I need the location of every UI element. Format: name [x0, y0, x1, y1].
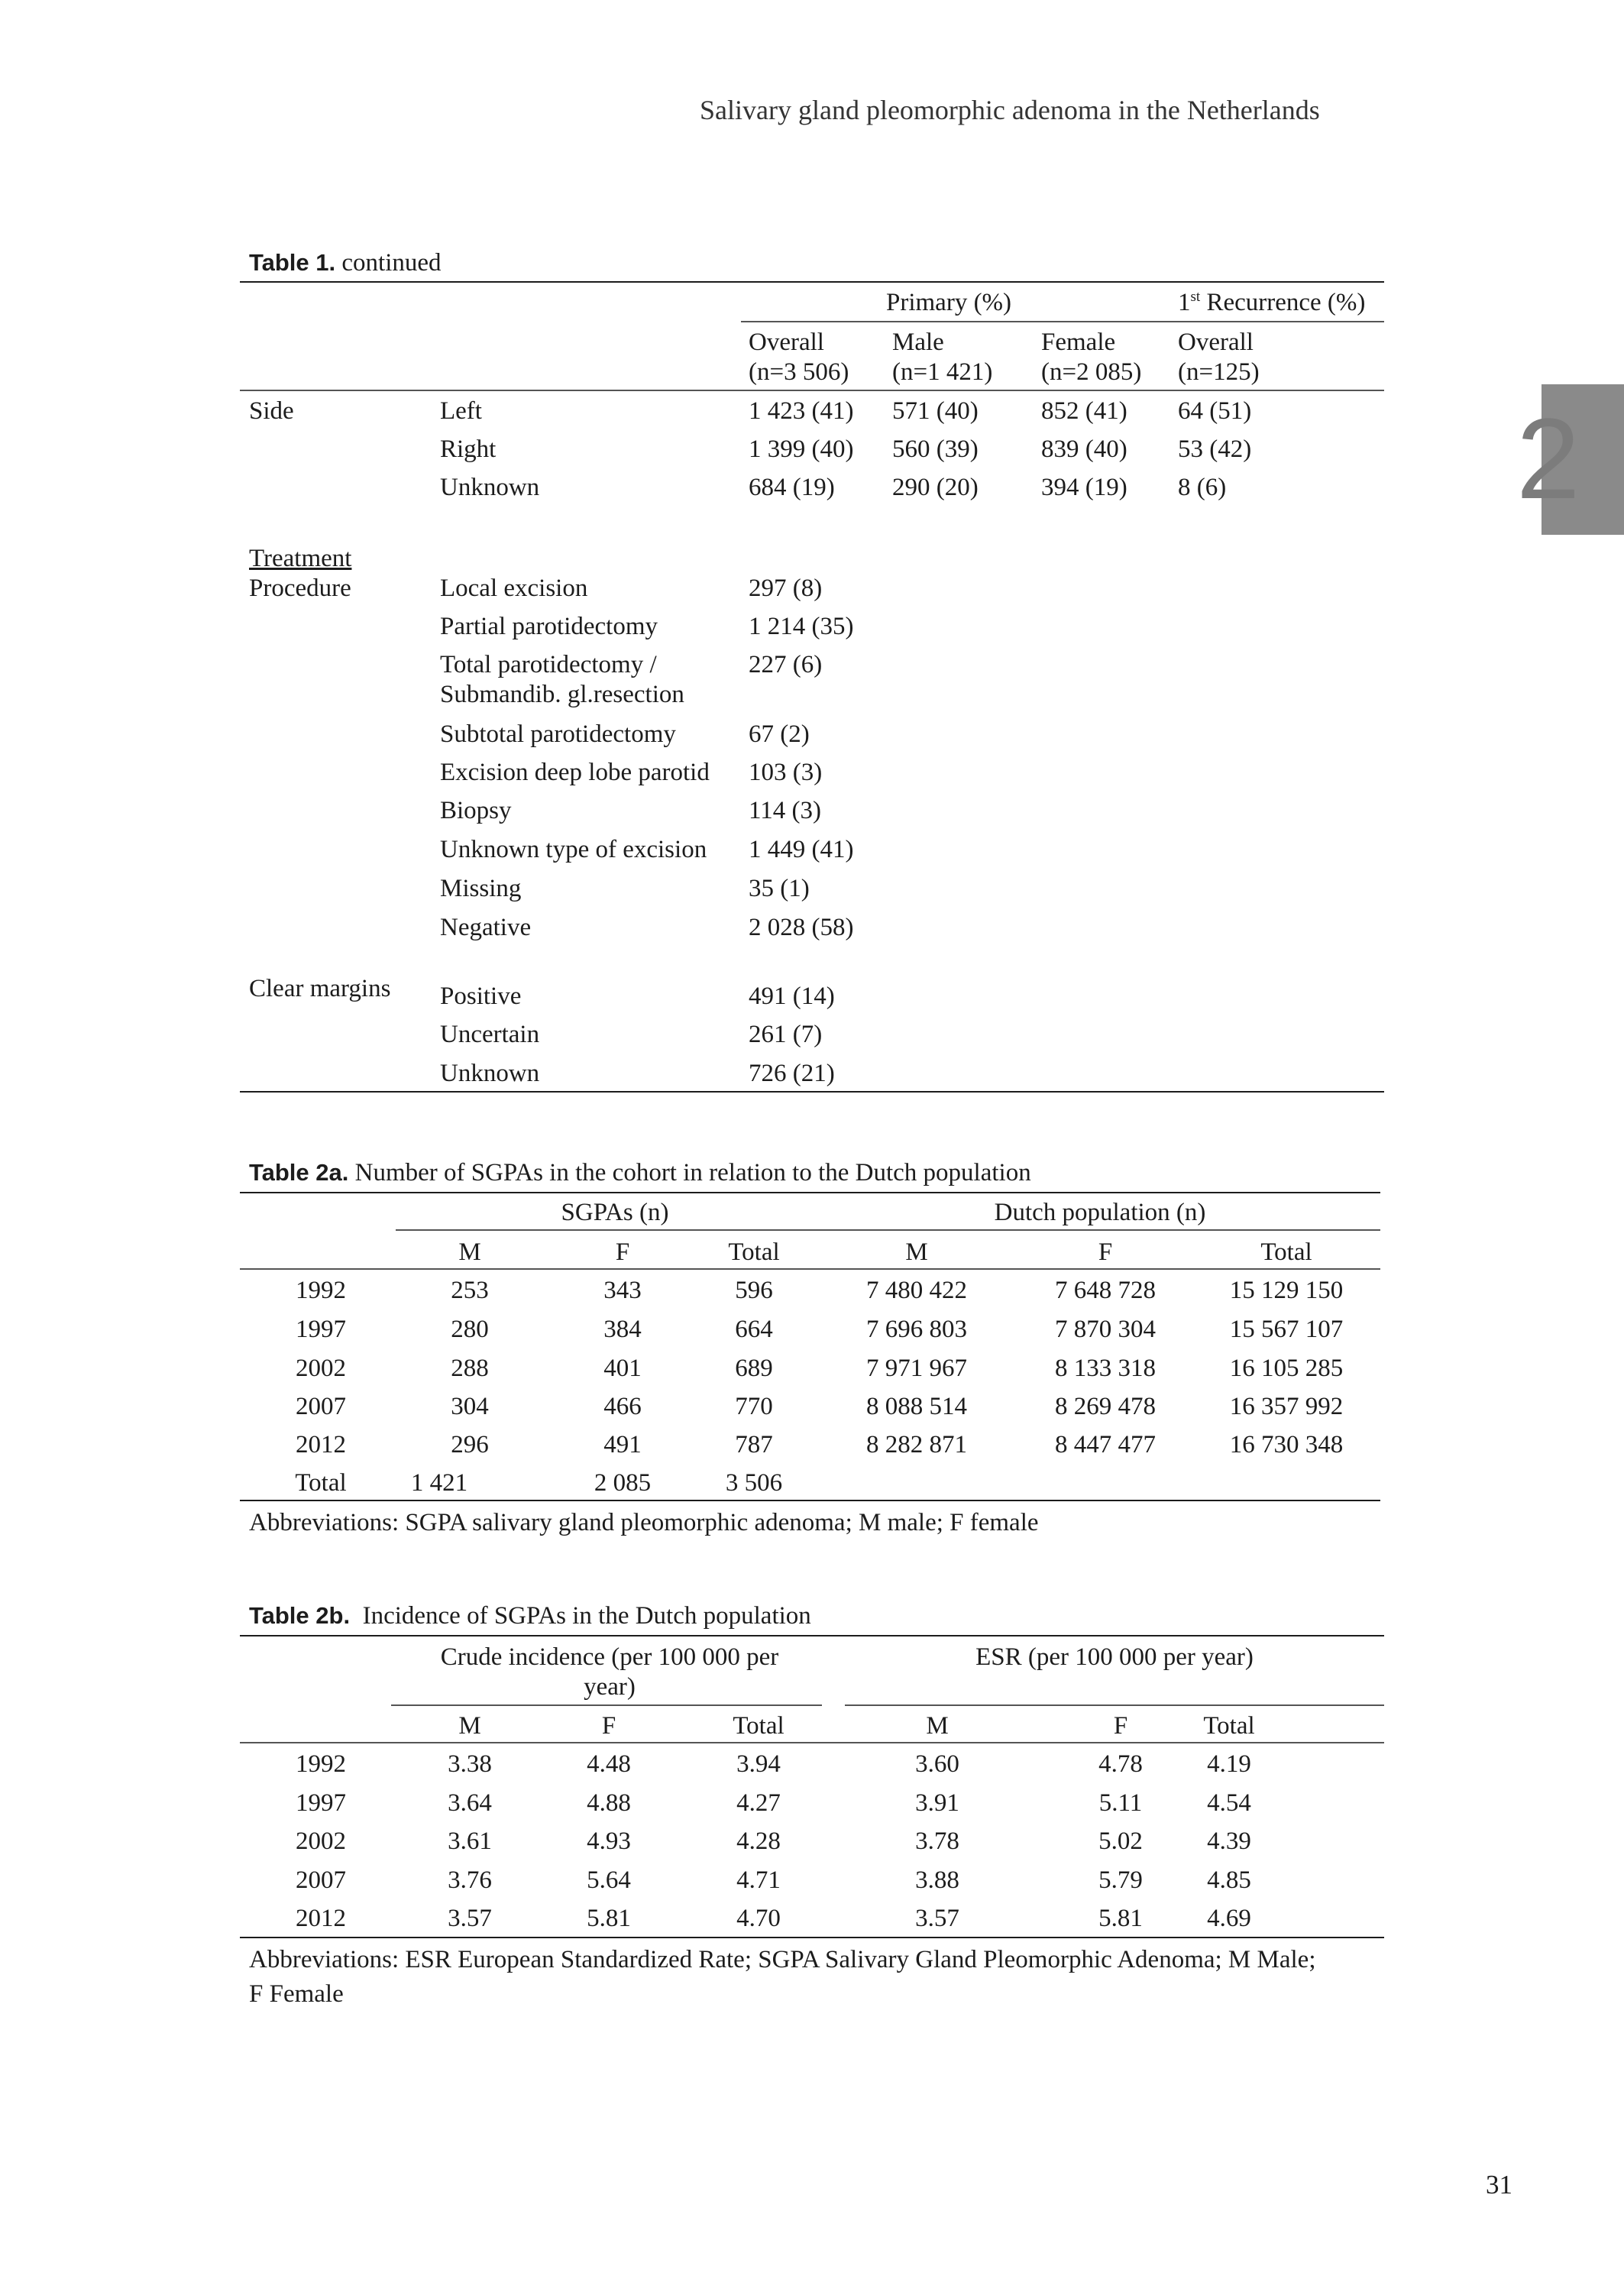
col-header: F — [1113, 1712, 1128, 1740]
col-male: Male — [892, 329, 944, 356]
table-2b-footnote-continued: F Female — [249, 1980, 344, 2008]
header-rule — [240, 1268, 1380, 1270]
header-rule — [240, 1742, 1384, 1743]
cell: 103 (3) — [749, 759, 823, 786]
cell: 8 133 318 — [1055, 1355, 1156, 1382]
cell: 560 (39) — [892, 435, 979, 463]
row-label: Subtotal parotidectomy — [440, 720, 676, 748]
col-female-n: (n=2 085) — [1041, 358, 1142, 386]
row-label: Missing — [440, 875, 522, 902]
cell: 261 (7) — [749, 1021, 823, 1048]
cell: 253 — [451, 1277, 489, 1304]
cell: 3.57 — [915, 1905, 959, 1932]
cell: 596 — [735, 1277, 773, 1304]
cell: 664 — [735, 1316, 773, 1343]
row-label: Partial parotidectomy — [440, 613, 658, 640]
row-label: Negative — [440, 914, 532, 941]
group-crude-continued: year) — [584, 1673, 636, 1701]
row-year: 1992 — [296, 1750, 346, 1778]
row-label: Uncertain — [440, 1021, 540, 1048]
cell: 384 — [603, 1316, 642, 1343]
row-label: Unknown — [440, 1060, 540, 1087]
table-1-bottom-rule — [240, 1091, 1384, 1093]
group-population: Dutch population (n) — [994, 1199, 1206, 1226]
row-label: Unknown type of excision — [440, 836, 707, 863]
cell: 8 (6) — [1178, 474, 1227, 501]
cell: 35 (1) — [749, 875, 810, 902]
row-year: 2012 — [296, 1905, 346, 1932]
cell: 726 (21) — [749, 1060, 835, 1087]
cell: 7 696 803 — [866, 1316, 967, 1343]
cell: 770 — [735, 1393, 773, 1420]
cell: 5.11 — [1098, 1789, 1143, 1817]
table-2b-caption: Table 2b. Incidence of SGPAs in the Dutch population — [249, 1602, 811, 1630]
cell: 227 (6) — [749, 651, 823, 678]
cell: 64 (51) — [1178, 397, 1252, 425]
table-1-caption: Table 1. continued — [249, 249, 442, 277]
cell: 2 085 — [594, 1469, 652, 1497]
cell: 8 447 477 — [1055, 1431, 1156, 1458]
row-label: Positive — [440, 983, 522, 1010]
col-header: M — [926, 1712, 949, 1740]
col-rec-overall: Overall — [1178, 329, 1254, 356]
col-male-n: (n=1 421) — [892, 358, 993, 386]
cell: 67 (2) — [749, 720, 810, 748]
table-2a-top-rule — [240, 1192, 1380, 1193]
cell: 7 971 967 — [866, 1355, 967, 1382]
cell: 1 214 (35) — [749, 613, 854, 640]
cell: 3.94 — [736, 1750, 781, 1778]
table-2b-footnote: Abbreviations: ESR European Standardized Rate; SGPA Salivary Gland Pleomorphic Adenoma; M Male; — [249, 1946, 1316, 1973]
row-year: 1997 — [296, 1316, 346, 1343]
cell: 16 730 348 — [1229, 1431, 1344, 1458]
cell: 7 480 422 — [866, 1277, 967, 1304]
col-rec-overall-n: (n=125) — [1178, 358, 1260, 386]
cell: 2 028 (58) — [749, 914, 854, 941]
treatment-label: Treatment — [249, 545, 352, 572]
cell: 3 506 — [725, 1469, 783, 1497]
cell: 16 357 992 — [1229, 1393, 1344, 1420]
table-1-top-rule — [240, 281, 1384, 283]
col-header: Total — [1260, 1238, 1312, 1266]
group-rule-esr — [845, 1704, 1384, 1706]
cell: 3.76 — [448, 1866, 492, 1894]
row-label: Unknown — [440, 474, 540, 501]
cell: 53 (42) — [1178, 435, 1252, 463]
col-header: F — [1098, 1238, 1113, 1266]
cell: 4.39 — [1207, 1827, 1251, 1855]
cell: 491 (14) — [749, 983, 835, 1010]
cell: 4.88 — [587, 1789, 631, 1817]
cell: 15 567 107 — [1229, 1316, 1344, 1343]
table-2b-bottom-rule — [240, 1937, 1384, 1938]
col-header: Total — [728, 1238, 780, 1266]
row-year: 2002 — [296, 1827, 346, 1855]
cell: 114 (3) — [749, 797, 822, 824]
cell: 3.38 — [448, 1750, 492, 1778]
cell: 3.91 — [915, 1789, 959, 1817]
page-number: 31 — [1486, 2170, 1512, 2200]
row-label: Total parotidectomy / — [440, 651, 657, 678]
cell: 3.57 — [448, 1905, 492, 1932]
col-header: F — [615, 1238, 630, 1266]
cell: 3.78 — [915, 1827, 959, 1855]
group-recurrence: 1st Recurrence (%) — [1178, 289, 1366, 316]
cell: 5.64 — [587, 1866, 631, 1894]
cell: 297 (8) — [749, 575, 823, 602]
cell: 4.78 — [1098, 1750, 1143, 1778]
cell: 4.54 — [1207, 1789, 1251, 1817]
col-header: M — [458, 1712, 481, 1740]
row-label: Local excision — [440, 575, 588, 602]
cell: 8 282 871 — [866, 1431, 967, 1458]
margins-label: Clear margins — [249, 975, 391, 1002]
group-rule — [396, 1229, 1380, 1231]
col-header: M — [458, 1238, 481, 1266]
col-header: M — [905, 1238, 928, 1266]
col-header: Total — [1203, 1712, 1255, 1740]
cell: 852 (41) — [1041, 397, 1127, 425]
col-overall: Overall — [749, 329, 824, 356]
cell: 288 — [451, 1355, 489, 1382]
cell: 5.02 — [1098, 1827, 1143, 1855]
cell: 787 — [735, 1431, 773, 1458]
cell: 4.27 — [736, 1789, 781, 1817]
row-year: 1997 — [296, 1789, 346, 1817]
group-esr: ESR (per 100 000 per year) — [975, 1643, 1254, 1671]
cell: 394 (19) — [1041, 474, 1127, 501]
cell: 571 (40) — [892, 397, 979, 425]
cell: 16 105 285 — [1229, 1355, 1344, 1382]
cell: 4.19 — [1207, 1750, 1251, 1778]
cell: 5.81 — [587, 1905, 631, 1932]
cell: 4.69 — [1207, 1905, 1251, 1932]
cell: 343 — [603, 1277, 642, 1304]
row-year: 2012 — [296, 1431, 346, 1458]
cell: 280 — [451, 1316, 489, 1343]
cell: 4.48 — [587, 1750, 631, 1778]
table-2a-caption: Table 2a. Number of SGPAs in the cohort in relation to the Dutch population — [249, 1159, 1031, 1186]
cell: 401 — [603, 1355, 642, 1382]
cell: 4.28 — [736, 1827, 781, 1855]
row-label: Left — [440, 397, 482, 425]
cell: 689 — [735, 1355, 773, 1382]
running-header: Salivary gland pleomorphic adenoma in the Netherlands — [700, 95, 1320, 125]
cell: 296 — [451, 1431, 489, 1458]
cell: 15 129 150 — [1229, 1277, 1344, 1304]
group-primary: Primary (%) — [886, 289, 1012, 316]
row-year: 2007 — [296, 1393, 346, 1420]
chapter-number: 2 — [1516, 394, 1580, 523]
table-2b-top-rule — [240, 1635, 1384, 1636]
col-header: Total — [733, 1712, 785, 1740]
cell: 304 — [451, 1393, 489, 1420]
header-rule — [240, 390, 1384, 391]
group-rule-crude — [391, 1704, 822, 1706]
cell: 3.88 — [915, 1866, 959, 1894]
col-overall-n: (n=3 506) — [749, 358, 849, 386]
cell: 5.79 — [1098, 1866, 1143, 1894]
cell: 290 (20) — [892, 474, 979, 501]
row-label: Right — [440, 435, 497, 463]
procedure-label: Procedure — [249, 575, 351, 602]
cell: 8 269 478 — [1055, 1393, 1156, 1420]
cell: 1 399 (40) — [749, 435, 854, 463]
row-year: 1992 — [296, 1277, 346, 1304]
cell: 684 (19) — [749, 474, 835, 501]
col-header: F — [601, 1712, 616, 1740]
cell: 3.61 — [448, 1827, 492, 1855]
row-year: Total — [295, 1469, 347, 1497]
cell: 4.70 — [736, 1905, 781, 1932]
cell: 4.93 — [587, 1827, 631, 1855]
group-crude: Crude incidence (per 100 000 per — [440, 1643, 779, 1671]
cell: 4.85 — [1207, 1866, 1251, 1894]
cell: 5.81 — [1098, 1905, 1143, 1932]
cell: 8 088 514 — [866, 1393, 967, 1420]
table-2a-bottom-rule — [240, 1500, 1380, 1501]
cell: 3.64 — [448, 1789, 492, 1817]
cell: 466 — [603, 1393, 642, 1420]
cell: 3.60 — [915, 1750, 959, 1778]
cell: 1 423 (41) — [749, 397, 854, 425]
table-2a-footnote: Abbreviations: SGPA salivary gland pleomorphic adenoma; M male; F female — [249, 1509, 1039, 1536]
side-label: Side — [249, 397, 294, 425]
col-female: Female — [1041, 329, 1116, 356]
group-rule — [741, 321, 1384, 322]
row-year: 2002 — [296, 1355, 346, 1382]
cell: 7 648 728 — [1055, 1277, 1156, 1304]
group-sgpas: SGPAs (n) — [561, 1199, 669, 1226]
row-label-continued: Submandib. gl.resection — [440, 681, 684, 708]
row-label: Biopsy — [440, 797, 512, 824]
cell: 839 (40) — [1041, 435, 1127, 463]
cell: 7 870 304 — [1055, 1316, 1156, 1343]
row-year: 2007 — [296, 1866, 346, 1894]
cell: 1 421 — [410, 1469, 468, 1497]
cell: 1 449 (41) — [749, 836, 854, 863]
cell: 4.71 — [736, 1866, 781, 1894]
cell: 491 — [603, 1431, 642, 1458]
row-label: Excision deep lobe parotid — [440, 759, 710, 786]
